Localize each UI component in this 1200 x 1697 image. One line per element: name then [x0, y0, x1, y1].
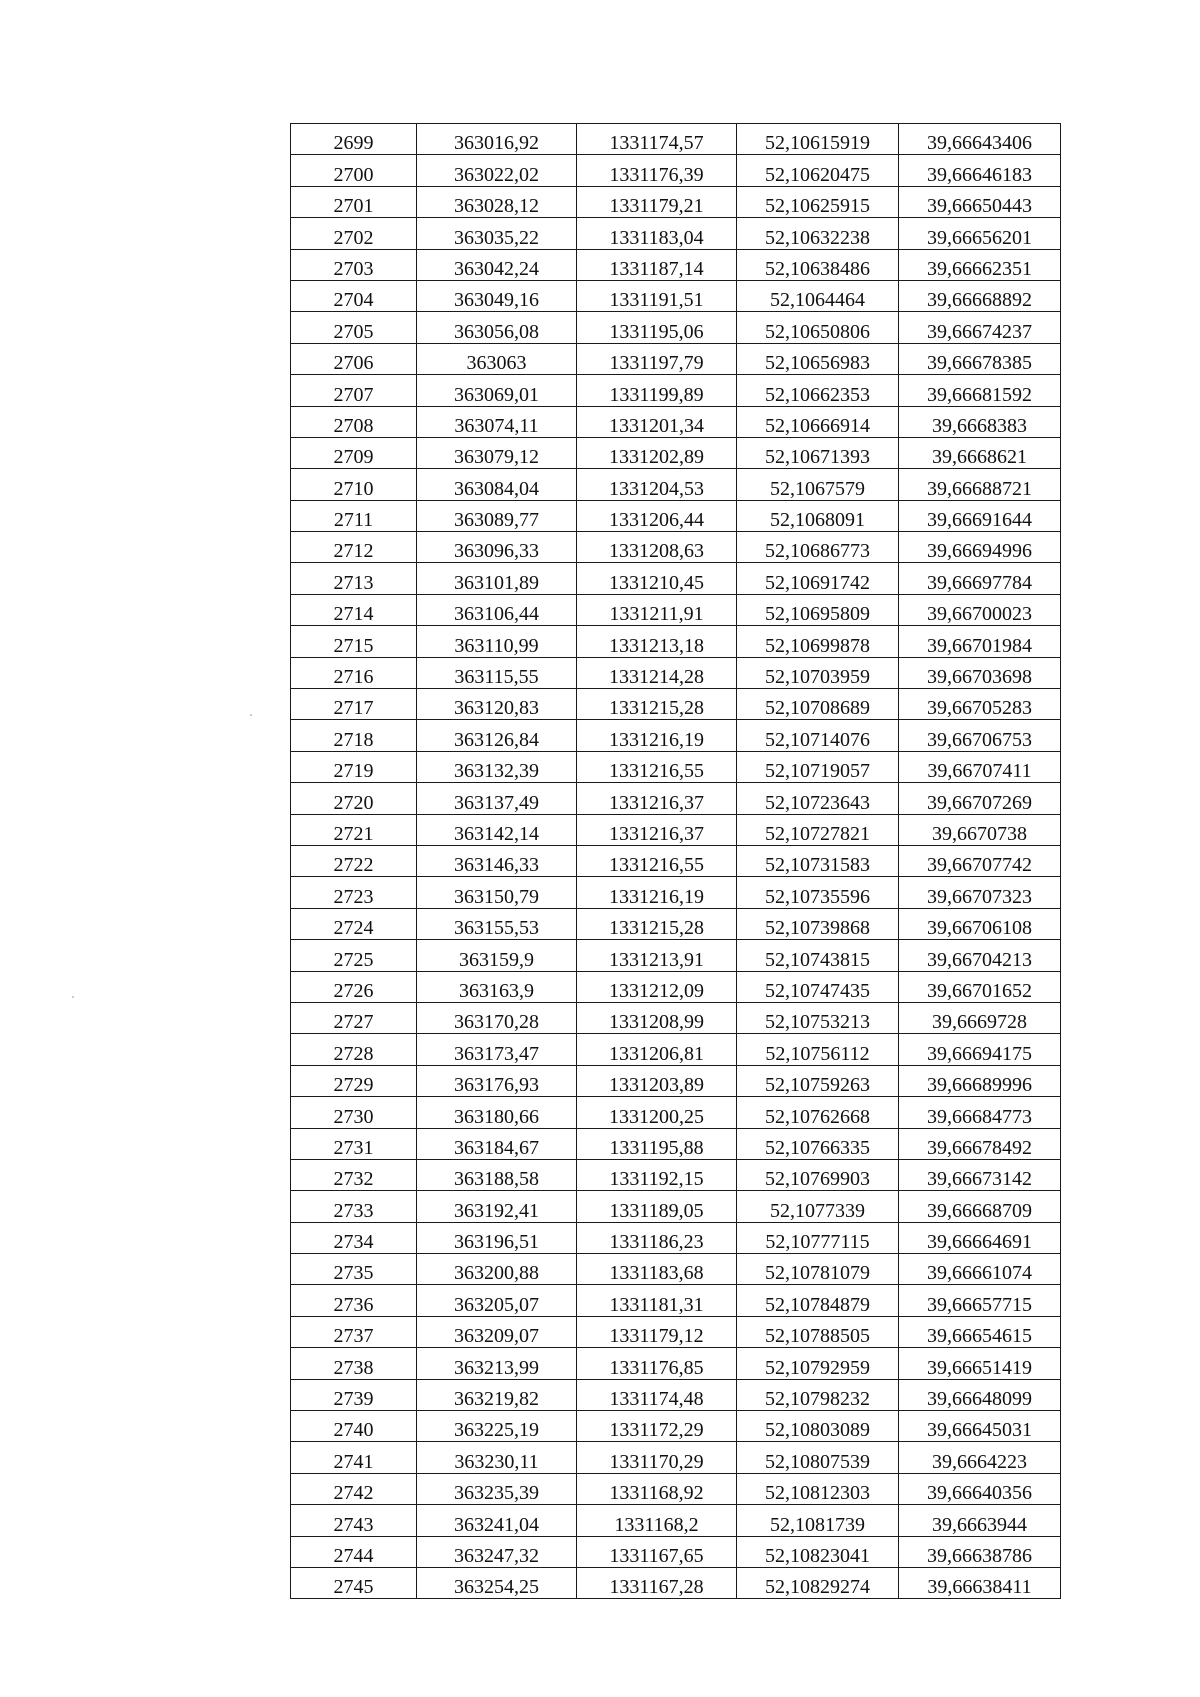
coordinates-table-body — [291, 124, 1061, 1599]
latitude-cell: 52,10781079 — [737, 1254, 899, 1285]
latitude-cell: 52,1081739 — [737, 1505, 899, 1536]
y-coordinate-cell: 1331191,51 — [577, 280, 737, 311]
table-row — [291, 1411, 1061, 1442]
table-row — [291, 469, 1061, 500]
point-number-cell: 2732 — [291, 1159, 417, 1190]
longitude-cell: 39,66661074 — [899, 1254, 1061, 1285]
y-coordinate-cell: 1331181,31 — [577, 1285, 737, 1316]
point-number-cell: 2706 — [291, 343, 417, 374]
y-coordinate-cell: 1331216,37 — [577, 783, 737, 814]
y-coordinate-cell: 1331195,88 — [577, 1128, 737, 1159]
x-coordinate-cell: 363254,25 — [417, 1567, 577, 1598]
latitude-cell: 52,10747435 — [737, 971, 899, 1002]
latitude-cell: 52,10803089 — [737, 1411, 899, 1442]
latitude-cell: 52,10695809 — [737, 594, 899, 625]
longitude-cell: 39,66657715 — [899, 1285, 1061, 1316]
longitude-cell: 39,66664691 — [899, 1222, 1061, 1253]
latitude-cell: 52,10829274 — [737, 1567, 899, 1598]
table-row — [291, 720, 1061, 751]
y-coordinate-cell: 1331172,29 — [577, 1411, 737, 1442]
table-row — [291, 594, 1061, 625]
y-coordinate-cell: 1331201,34 — [577, 406, 737, 437]
longitude-cell: 39,66688721 — [899, 469, 1061, 500]
latitude-cell: 52,10812303 — [737, 1473, 899, 1504]
x-coordinate-cell: 363225,19 — [417, 1411, 577, 1442]
latitude-cell: 52,10739868 — [737, 908, 899, 939]
latitude-cell: 52,10807539 — [737, 1442, 899, 1473]
x-coordinate-cell: 363241,04 — [417, 1505, 577, 1536]
latitude-cell: 52,10719057 — [737, 751, 899, 782]
latitude-cell: 52,10798232 — [737, 1379, 899, 1410]
x-coordinate-cell: 363209,07 — [417, 1316, 577, 1347]
point-number-cell: 2724 — [291, 908, 417, 939]
point-number-cell: 2722 — [291, 845, 417, 876]
x-coordinate-cell: 363096,33 — [417, 532, 577, 563]
y-coordinate-cell: 1331186,23 — [577, 1222, 737, 1253]
y-coordinate-cell: 1331176,39 — [577, 155, 737, 186]
longitude-cell: 39,66640356 — [899, 1473, 1061, 1504]
x-coordinate-cell: 363180,66 — [417, 1097, 577, 1128]
longitude-cell: 39,66694175 — [899, 1034, 1061, 1065]
latitude-cell: 52,10662353 — [737, 375, 899, 406]
x-coordinate-cell: 363056,08 — [417, 312, 577, 343]
x-coordinate-cell: 363155,53 — [417, 908, 577, 939]
table-row — [291, 751, 1061, 782]
table-row — [291, 249, 1061, 280]
table-row — [291, 877, 1061, 908]
table-row — [291, 1222, 1061, 1253]
x-coordinate-cell: 363142,14 — [417, 814, 577, 845]
x-coordinate-cell: 363205,07 — [417, 1285, 577, 1316]
x-coordinate-cell: 363101,89 — [417, 563, 577, 594]
y-coordinate-cell: 1331183,68 — [577, 1254, 737, 1285]
point-number-cell: 2714 — [291, 594, 417, 625]
longitude-cell: 39,66643406 — [899, 124, 1061, 155]
table-row — [291, 814, 1061, 845]
table-row — [291, 124, 1061, 155]
table-row — [291, 563, 1061, 594]
x-coordinate-cell: 363146,33 — [417, 845, 577, 876]
table-row — [291, 1034, 1061, 1065]
point-number-cell: 2712 — [291, 532, 417, 563]
y-coordinate-cell: 1331200,25 — [577, 1097, 737, 1128]
latitude-cell: 52,10766335 — [737, 1128, 899, 1159]
table-row — [291, 1254, 1061, 1285]
y-coordinate-cell: 1331210,45 — [577, 563, 737, 594]
point-number-cell: 2704 — [291, 280, 417, 311]
longitude-cell: 39,66694996 — [899, 532, 1061, 563]
table-row — [291, 218, 1061, 249]
y-coordinate-cell: 1331213,18 — [577, 626, 737, 657]
table-row — [291, 689, 1061, 720]
point-number-cell: 2743 — [291, 1505, 417, 1536]
x-coordinate-cell: 363063 — [417, 343, 577, 374]
x-coordinate-cell: 363069,01 — [417, 375, 577, 406]
latitude-cell: 52,10788505 — [737, 1316, 899, 1347]
longitude-cell: 39,66706753 — [899, 720, 1061, 751]
table-row — [291, 1473, 1061, 1504]
y-coordinate-cell: 1331202,89 — [577, 437, 737, 468]
x-coordinate-cell: 363192,41 — [417, 1191, 577, 1222]
x-coordinate-cell: 363163,9 — [417, 971, 577, 1002]
x-coordinate-cell: 363196,51 — [417, 1222, 577, 1253]
point-number-cell: 2705 — [291, 312, 417, 343]
latitude-cell: 52,10731583 — [737, 845, 899, 876]
scan-speck — [250, 714, 252, 716]
latitude-cell: 52,10632238 — [737, 218, 899, 249]
table-row — [291, 1159, 1061, 1190]
longitude-cell: 39,66700023 — [899, 594, 1061, 625]
latitude-cell: 52,10656983 — [737, 343, 899, 374]
table-row — [291, 783, 1061, 814]
y-coordinate-cell: 1331215,28 — [577, 908, 737, 939]
latitude-cell: 52,10743815 — [737, 940, 899, 971]
table-row — [291, 1442, 1061, 1473]
table-row — [291, 155, 1061, 186]
latitude-cell: 52,1064464 — [737, 280, 899, 311]
longitude-cell: 39,66668709 — [899, 1191, 1061, 1222]
longitude-cell: 39,66697784 — [899, 563, 1061, 594]
x-coordinate-cell: 363176,93 — [417, 1065, 577, 1096]
y-coordinate-cell: 1331192,15 — [577, 1159, 737, 1190]
point-number-cell: 2699 — [291, 124, 417, 155]
point-number-cell: 2717 — [291, 689, 417, 720]
y-coordinate-cell: 1331170,29 — [577, 1442, 737, 1473]
table-row — [291, 1191, 1061, 1222]
latitude-cell: 52,10823041 — [737, 1536, 899, 1567]
longitude-cell: 39,66705283 — [899, 689, 1061, 720]
x-coordinate-cell: 363016,92 — [417, 124, 577, 155]
longitude-cell: 39,66701652 — [899, 971, 1061, 1002]
table-row — [291, 406, 1061, 437]
latitude-cell: 52,10762668 — [737, 1097, 899, 1128]
point-number-cell: 2702 — [291, 218, 417, 249]
latitude-cell: 52,10759263 — [737, 1065, 899, 1096]
point-number-cell: 2739 — [291, 1379, 417, 1410]
point-number-cell: 2737 — [291, 1316, 417, 1347]
x-coordinate-cell: 363089,77 — [417, 500, 577, 531]
point-number-cell: 2719 — [291, 751, 417, 782]
scan-speck — [72, 996, 74, 998]
point-number-cell: 2700 — [291, 155, 417, 186]
y-coordinate-cell: 1331174,48 — [577, 1379, 737, 1410]
y-coordinate-cell: 1331189,05 — [577, 1191, 737, 1222]
y-coordinate-cell: 1331211,91 — [577, 594, 737, 625]
y-coordinate-cell: 1331215,28 — [577, 689, 737, 720]
table-row — [291, 1567, 1061, 1598]
latitude-cell: 52,10708689 — [737, 689, 899, 720]
longitude-cell: 39,66656201 — [899, 218, 1061, 249]
longitude-cell: 39,66707411 — [899, 751, 1061, 782]
table-row — [291, 1002, 1061, 1033]
point-number-cell: 2725 — [291, 940, 417, 971]
longitude-cell: 39,66689996 — [899, 1065, 1061, 1096]
longitude-cell: 39,66650443 — [899, 186, 1061, 217]
x-coordinate-cell: 363200,88 — [417, 1254, 577, 1285]
y-coordinate-cell: 1331216,55 — [577, 845, 737, 876]
longitude-cell: 39,6663944 — [899, 1505, 1061, 1536]
latitude-cell: 52,10769903 — [737, 1159, 899, 1190]
y-coordinate-cell: 1331187,14 — [577, 249, 737, 280]
y-coordinate-cell: 1331167,28 — [577, 1567, 737, 1598]
point-number-cell: 2713 — [291, 563, 417, 594]
x-coordinate-cell: 363049,16 — [417, 280, 577, 311]
point-number-cell: 2735 — [291, 1254, 417, 1285]
y-coordinate-cell: 1331212,09 — [577, 971, 737, 1002]
longitude-cell: 39,6669728 — [899, 1002, 1061, 1033]
longitude-cell: 39,66707742 — [899, 845, 1061, 876]
table-row — [291, 532, 1061, 563]
longitude-cell: 39,66638786 — [899, 1536, 1061, 1567]
y-coordinate-cell: 1331183,04 — [577, 218, 737, 249]
longitude-cell: 39,66681592 — [899, 375, 1061, 406]
table-row — [291, 1285, 1061, 1316]
x-coordinate-cell: 363219,82 — [417, 1379, 577, 1410]
x-coordinate-cell: 363170,28 — [417, 1002, 577, 1033]
y-coordinate-cell: 1331208,99 — [577, 1002, 737, 1033]
longitude-cell: 39,66704213 — [899, 940, 1061, 971]
latitude-cell: 52,10714076 — [737, 720, 899, 751]
x-coordinate-cell: 363235,39 — [417, 1473, 577, 1504]
longitude-cell: 39,6670738 — [899, 814, 1061, 845]
table-row — [291, 186, 1061, 217]
table-row — [291, 940, 1061, 971]
x-coordinate-cell: 363150,79 — [417, 877, 577, 908]
y-coordinate-cell: 1331216,55 — [577, 751, 737, 782]
y-coordinate-cell: 1331179,21 — [577, 186, 737, 217]
table-row — [291, 908, 1061, 939]
latitude-cell: 52,1067579 — [737, 469, 899, 500]
y-coordinate-cell: 1331195,06 — [577, 312, 737, 343]
point-number-cell: 2741 — [291, 1442, 417, 1473]
point-number-cell: 2701 — [291, 186, 417, 217]
table-row — [291, 1065, 1061, 1096]
point-number-cell: 2716 — [291, 657, 417, 688]
point-number-cell: 2715 — [291, 626, 417, 657]
longitude-cell: 39,66646183 — [899, 155, 1061, 186]
latitude-cell: 52,10699878 — [737, 626, 899, 657]
longitude-cell: 39,66706108 — [899, 908, 1061, 939]
point-number-cell: 2726 — [291, 971, 417, 1002]
y-coordinate-cell: 1331203,89 — [577, 1065, 737, 1096]
point-number-cell: 2740 — [291, 1411, 417, 1442]
longitude-cell: 39,66654615 — [899, 1316, 1061, 1347]
table-row — [291, 437, 1061, 468]
longitude-cell: 39,66684773 — [899, 1097, 1061, 1128]
coordinates-table — [290, 123, 1061, 1599]
point-number-cell: 2729 — [291, 1065, 417, 1096]
longitude-cell: 39,66645031 — [899, 1411, 1061, 1442]
point-number-cell: 2734 — [291, 1222, 417, 1253]
x-coordinate-cell: 363106,44 — [417, 594, 577, 625]
table-row — [291, 375, 1061, 406]
table-row — [291, 1316, 1061, 1347]
longitude-cell: 39,66674237 — [899, 312, 1061, 343]
latitude-cell: 52,10686773 — [737, 532, 899, 563]
table-row — [291, 500, 1061, 531]
latitude-cell: 52,10620475 — [737, 155, 899, 186]
latitude-cell: 52,10777115 — [737, 1222, 899, 1253]
latitude-cell: 52,10666914 — [737, 406, 899, 437]
x-coordinate-cell: 363042,24 — [417, 249, 577, 280]
x-coordinate-cell: 363084,04 — [417, 469, 577, 500]
latitude-cell: 52,10735596 — [737, 877, 899, 908]
table-row — [291, 971, 1061, 1002]
y-coordinate-cell: 1331206,44 — [577, 500, 737, 531]
latitude-cell: 52,10691742 — [737, 563, 899, 594]
point-number-cell: 2730 — [291, 1097, 417, 1128]
y-coordinate-cell: 1331204,53 — [577, 469, 737, 500]
point-number-cell: 2727 — [291, 1002, 417, 1033]
y-coordinate-cell: 1331167,65 — [577, 1536, 737, 1567]
latitude-cell: 52,10638486 — [737, 249, 899, 280]
x-coordinate-cell: 363132,39 — [417, 751, 577, 782]
point-number-cell: 2744 — [291, 1536, 417, 1567]
y-coordinate-cell: 1331168,92 — [577, 1473, 737, 1504]
longitude-cell: 39,66678492 — [899, 1128, 1061, 1159]
y-coordinate-cell: 1331168,2 — [577, 1505, 737, 1536]
longitude-cell: 39,66668892 — [899, 280, 1061, 311]
y-coordinate-cell: 1331179,12 — [577, 1316, 737, 1347]
point-number-cell: 2723 — [291, 877, 417, 908]
table-row — [291, 657, 1061, 688]
y-coordinate-cell: 1331176,85 — [577, 1348, 737, 1379]
point-number-cell: 2720 — [291, 783, 417, 814]
longitude-cell: 39,66648099 — [899, 1379, 1061, 1410]
latitude-cell: 52,10727821 — [737, 814, 899, 845]
latitude-cell: 52,10671393 — [737, 437, 899, 468]
y-coordinate-cell: 1331174,57 — [577, 124, 737, 155]
x-coordinate-cell: 363188,58 — [417, 1159, 577, 1190]
x-coordinate-cell: 363022,02 — [417, 155, 577, 186]
point-number-cell: 2711 — [291, 500, 417, 531]
x-coordinate-cell: 363120,83 — [417, 689, 577, 720]
table-row — [291, 280, 1061, 311]
table-row — [291, 1536, 1061, 1567]
longitude-cell: 39,66707269 — [899, 783, 1061, 814]
longitude-cell: 39,66673142 — [899, 1159, 1061, 1190]
latitude-cell: 52,10792959 — [737, 1348, 899, 1379]
x-coordinate-cell: 363035,22 — [417, 218, 577, 249]
y-coordinate-cell: 1331216,37 — [577, 814, 737, 845]
point-number-cell: 2710 — [291, 469, 417, 500]
y-coordinate-cell: 1331216,19 — [577, 720, 737, 751]
table-row — [291, 626, 1061, 657]
y-coordinate-cell: 1331208,63 — [577, 532, 737, 563]
longitude-cell: 39,66691644 — [899, 500, 1061, 531]
point-number-cell: 2703 — [291, 249, 417, 280]
x-coordinate-cell: 363184,67 — [417, 1128, 577, 1159]
longitude-cell: 39,66707323 — [899, 877, 1061, 908]
point-number-cell: 2718 — [291, 720, 417, 751]
latitude-cell: 52,10784879 — [737, 1285, 899, 1316]
point-number-cell: 2738 — [291, 1348, 417, 1379]
table-row — [291, 1128, 1061, 1159]
point-number-cell: 2721 — [291, 814, 417, 845]
point-number-cell: 2733 — [291, 1191, 417, 1222]
x-coordinate-cell: 363074,11 — [417, 406, 577, 437]
longitude-cell: 39,6664223 — [899, 1442, 1061, 1473]
longitude-cell: 39,6668383 — [899, 406, 1061, 437]
x-coordinate-cell: 363159,9 — [417, 940, 577, 971]
point-number-cell: 2742 — [291, 1473, 417, 1504]
x-coordinate-cell: 363079,12 — [417, 437, 577, 468]
longitude-cell: 39,66678385 — [899, 343, 1061, 374]
latitude-cell: 52,10753213 — [737, 1002, 899, 1033]
table-row — [291, 1379, 1061, 1410]
longitude-cell: 39,66703698 — [899, 657, 1061, 688]
latitude-cell: 52,10723643 — [737, 783, 899, 814]
table-row — [291, 312, 1061, 343]
point-number-cell: 2707 — [291, 375, 417, 406]
x-coordinate-cell: 363028,12 — [417, 186, 577, 217]
latitude-cell: 52,10650806 — [737, 312, 899, 343]
point-number-cell: 2736 — [291, 1285, 417, 1316]
x-coordinate-cell: 363230,11 — [417, 1442, 577, 1473]
y-coordinate-cell: 1331206,81 — [577, 1034, 737, 1065]
point-number-cell: 2731 — [291, 1128, 417, 1159]
table-row — [291, 845, 1061, 876]
longitude-cell: 39,66662351 — [899, 249, 1061, 280]
y-coordinate-cell: 1331214,28 — [577, 657, 737, 688]
latitude-cell: 52,10756112 — [737, 1034, 899, 1065]
point-number-cell: 2728 — [291, 1034, 417, 1065]
longitude-cell: 39,66701984 — [899, 626, 1061, 657]
x-coordinate-cell: 363115,55 — [417, 657, 577, 688]
y-coordinate-cell: 1331216,19 — [577, 877, 737, 908]
x-coordinate-cell: 363126,84 — [417, 720, 577, 751]
longitude-cell: 39,66651419 — [899, 1348, 1061, 1379]
longitude-cell: 39,66638411 — [899, 1567, 1061, 1598]
point-number-cell: 2745 — [291, 1567, 417, 1598]
table-row — [291, 343, 1061, 374]
point-number-cell: 2709 — [291, 437, 417, 468]
latitude-cell: 52,10625915 — [737, 186, 899, 217]
x-coordinate-cell: 363110,99 — [417, 626, 577, 657]
y-coordinate-cell: 1331197,79 — [577, 343, 737, 374]
x-coordinate-cell: 363173,47 — [417, 1034, 577, 1065]
x-coordinate-cell: 363213,99 — [417, 1348, 577, 1379]
y-coordinate-cell: 1331199,89 — [577, 375, 737, 406]
longitude-cell: 39,6668621 — [899, 437, 1061, 468]
latitude-cell: 52,1077339 — [737, 1191, 899, 1222]
x-coordinate-cell: 363247,32 — [417, 1536, 577, 1567]
table-row — [291, 1097, 1061, 1128]
latitude-cell: 52,1068091 — [737, 500, 899, 531]
x-coordinate-cell: 363137,49 — [417, 783, 577, 814]
point-number-cell: 2708 — [291, 406, 417, 437]
y-coordinate-cell: 1331213,91 — [577, 940, 737, 971]
latitude-cell: 52,10615919 — [737, 124, 899, 155]
latitude-cell: 52,10703959 — [737, 657, 899, 688]
table-row — [291, 1348, 1061, 1379]
table-row — [291, 1505, 1061, 1536]
